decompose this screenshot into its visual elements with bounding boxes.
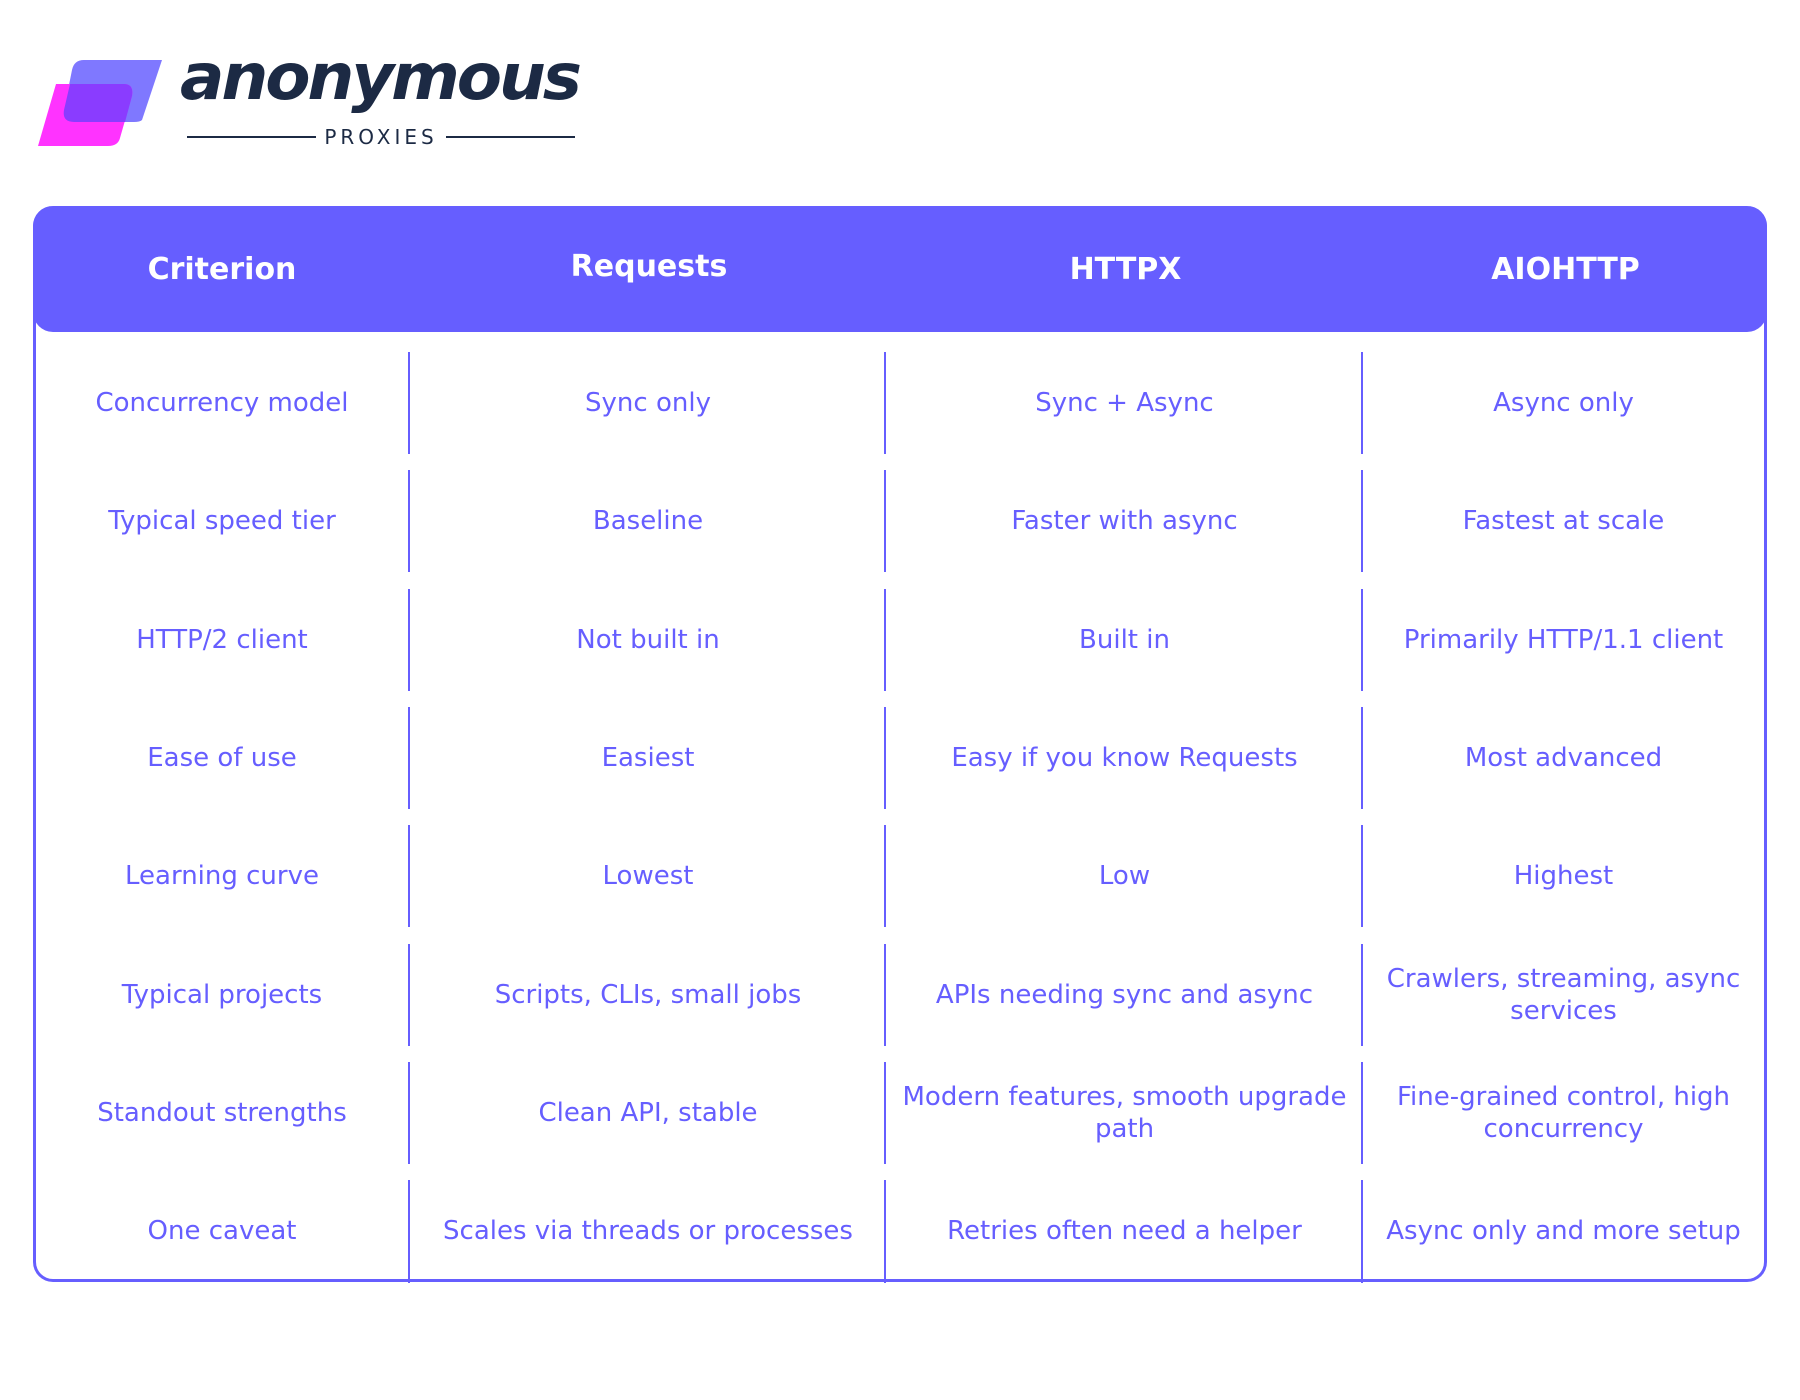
cell-requests: Easiest [601, 742, 695, 773]
cell-aiohttp: Async only [1493, 388, 1634, 418]
subtitle-rule-right [446, 136, 575, 138]
cell-httpx: Faster with async [1011, 506, 1238, 537]
cell-requests: Clean API, stable [538, 1097, 758, 1128]
cell-criterion: Typical speed tier [108, 506, 336, 537]
column-divider [408, 1062, 410, 1164]
cell-requests: Scales via threads or processes [443, 1216, 853, 1247]
cell-criterion: Typical projects [121, 979, 323, 1010]
cell-aiohttp: Fine-grained control, high concurrency [1396, 1081, 1731, 1144]
cell-httpx: Easy if you know Requests [951, 742, 1298, 773]
cell-aiohttp: Crawlers, streaming, async services [1386, 963, 1741, 1026]
cell-aiohttp: Most advanced [1464, 742, 1663, 773]
cell-requests: Scripts, CLIs, small jobs [494, 979, 802, 1010]
header-requests: Requests [570, 248, 728, 284]
column-divider [1361, 352, 1363, 454]
cell-requests: Not built in [576, 624, 720, 655]
header-aiohttp: AIOHTTP [1491, 251, 1640, 287]
brand-logo [0, 0, 620, 170]
cell-httpx: Sync + Async [1035, 388, 1214, 418]
cell-httpx: APIs needing sync and async [935, 979, 1314, 1010]
cell-criterion: One caveat [147, 1216, 297, 1247]
table-row [36, 944, 1764, 1062]
column-divider [884, 470, 886, 572]
table-row [36, 352, 1764, 470]
column-divider [1361, 825, 1363, 927]
column-divider [1361, 944, 1363, 1046]
column-divider [1361, 1062, 1363, 1164]
column-divider [408, 470, 410, 572]
column-divider [1361, 707, 1363, 809]
table-row [36, 1062, 1764, 1180]
column-divider [408, 825, 410, 927]
subtitle-rule-left [187, 136, 316, 138]
column-divider [884, 825, 886, 927]
column-divider [408, 1180, 410, 1283]
column-divider [1361, 1180, 1363, 1283]
cell-aiohttp: Primarily HTTP/1.1 client [1403, 624, 1724, 655]
header-criterion: Criterion [147, 251, 297, 287]
column-divider [884, 352, 886, 454]
column-divider [1361, 470, 1363, 572]
cell-requests: Lowest [602, 861, 694, 892]
column-divider [1361, 589, 1363, 691]
logo-mark-icon [38, 58, 168, 148]
column-divider [408, 589, 410, 691]
cell-criterion: Learning curve [125, 861, 319, 892]
cell-requests: Sync only [585, 388, 711, 418]
column-divider [884, 1062, 886, 1164]
table-row [36, 825, 1764, 943]
cell-httpx: Built in [1079, 624, 1170, 655]
column-divider [408, 944, 410, 1046]
column-divider [408, 352, 410, 454]
table-row [36, 470, 1764, 588]
comparison-table [33, 206, 1767, 1282]
column-divider [884, 589, 886, 691]
cell-criterion: Concurrency model [95, 388, 349, 418]
cell-aiohttp: Fastest at scale [1462, 506, 1665, 537]
table-row [36, 1180, 1764, 1298]
cell-criterion: HTTP/2 client [136, 624, 308, 655]
brand-wordmark: anonymous [180, 41, 579, 115]
cell-aiohttp: Highest [1513, 861, 1614, 892]
header-httpx: HTTPX [1069, 251, 1182, 287]
column-divider [884, 944, 886, 1046]
cell-aiohttp: Async only and more setup [1386, 1216, 1741, 1247]
cell-requests: Baseline [592, 506, 704, 537]
brand-subtitle [187, 124, 575, 150]
brand-subtitle-text: PROXIES [324, 125, 438, 149]
column-divider [408, 707, 410, 809]
column-divider [884, 1180, 886, 1283]
cell-httpx: Modern features, smooth upgrade path [902, 1081, 1347, 1144]
cell-httpx: Retries often need a helper [947, 1216, 1302, 1247]
cell-criterion: Standout strengths [97, 1097, 347, 1128]
cell-criterion: Ease of use [147, 742, 297, 773]
table-row [36, 589, 1764, 707]
cell-httpx: Low [1098, 861, 1151, 892]
column-divider [884, 707, 886, 809]
table-row [36, 707, 1764, 825]
table-header [33, 206, 1767, 332]
